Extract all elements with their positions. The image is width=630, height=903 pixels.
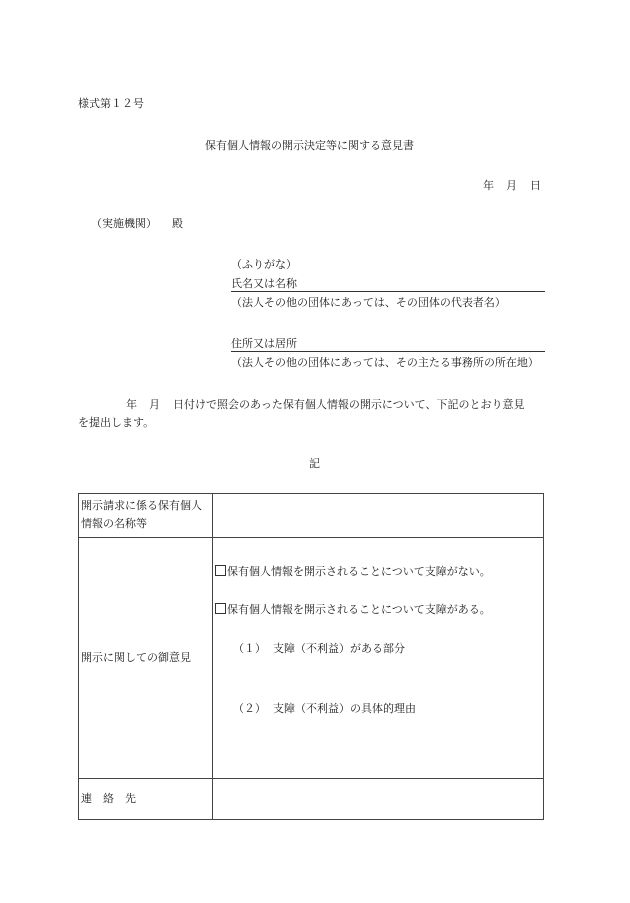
checkbox-icon[interactable] bbox=[215, 565, 226, 576]
sub1-number: （１） bbox=[233, 642, 266, 655]
date-year: 年 bbox=[483, 179, 494, 192]
body-line1: 日付けで照会のあった保有個人情報の開示について、下記のとおり意見 bbox=[173, 398, 525, 411]
subject-value-cell[interactable] bbox=[213, 494, 544, 538]
opinion-value-cell[interactable] bbox=[213, 538, 544, 779]
name-note: （法人その他の団体にあっては、その団体の代表者名） bbox=[231, 296, 506, 309]
option-no-issue[interactable] bbox=[215, 565, 491, 579]
document-title: 保有個人情報の開示決定等に関する意見書 bbox=[205, 139, 414, 152]
address-label: 住所又は居所 bbox=[231, 337, 297, 350]
table-row bbox=[79, 538, 544, 779]
name-label: 氏名又は名称 bbox=[231, 277, 297, 290]
date-month: 月 bbox=[506, 179, 517, 192]
body-month: 月 bbox=[149, 398, 160, 411]
contact-value-cell[interactable] bbox=[213, 779, 544, 820]
table-row bbox=[79, 779, 544, 820]
row-label-opinion-text: 開示に関しての御意見 bbox=[81, 651, 191, 664]
option-issue[interactable] bbox=[215, 603, 491, 617]
address-underline[interactable] bbox=[231, 351, 545, 352]
option-no-issue-text: 保有個人情報を開示されることについて支障がない。 bbox=[227, 565, 491, 578]
addressee-honorific: 殿 bbox=[172, 217, 183, 230]
body-line2: を提出します。 bbox=[78, 416, 155, 429]
address-note: （法人その他の団体にあっては、その主たる事務所の所在地） bbox=[231, 356, 539, 369]
sub1-text: 支障（不利益）がある部分 bbox=[273, 642, 405, 655]
furigana-label: （ふりがな） bbox=[231, 258, 297, 271]
name-underline[interactable] bbox=[231, 291, 545, 292]
sub2-number: （２） bbox=[233, 702, 266, 715]
table-row bbox=[79, 494, 544, 538]
row-label-subject-line1: 開示請求に係る保有個人 bbox=[81, 499, 202, 512]
checkbox-icon[interactable] bbox=[215, 603, 226, 614]
sub2-text: 支障（不利益）の具体的理由 bbox=[273, 702, 416, 715]
form-number: 様式第１２号 bbox=[78, 97, 144, 110]
body-year: 年 bbox=[126, 398, 137, 411]
addressee-org: （実施機関） bbox=[91, 217, 157, 230]
row-label-subject bbox=[79, 494, 213, 538]
option-issue-text: 保有個人情報を開示されることについて支障がある。 bbox=[227, 603, 491, 616]
date-day: 日 bbox=[530, 179, 541, 192]
row-label-subject-line2: 情報の名称等 bbox=[81, 517, 147, 530]
row-label-contact-text: 連 絡 先 bbox=[81, 792, 136, 805]
opinion-table bbox=[78, 493, 544, 820]
ki-heading: 記 bbox=[309, 457, 320, 470]
row-label-contact bbox=[79, 779, 213, 820]
row-label-opinion bbox=[79, 538, 213, 779]
